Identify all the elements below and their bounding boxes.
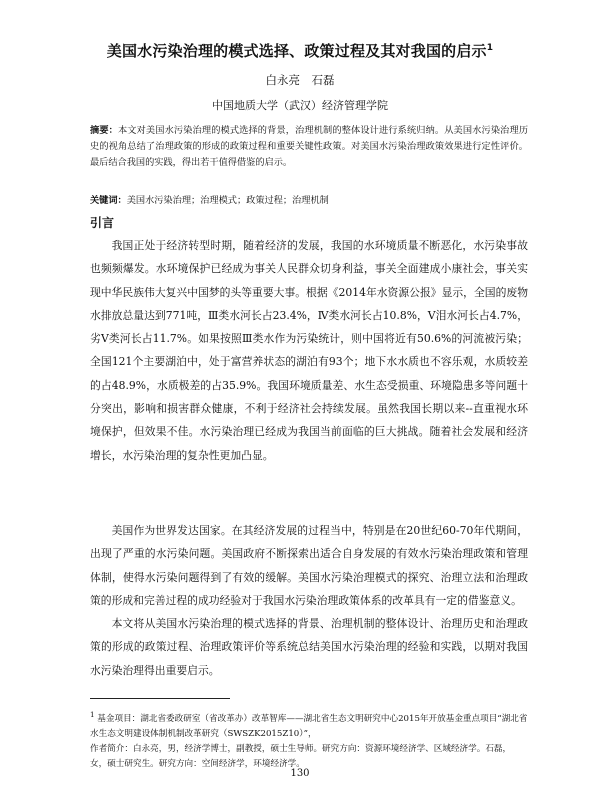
affiliation: 中国地质大学（武汉）经济管理学院 (212, 99, 388, 112)
footnote-funding (90, 707, 528, 742)
abstract (90, 123, 528, 172)
body-paragraph-2: 美国作为世界发达国家。在其经济发展的过程当中，特别是在20世纪60-70年代期间，出现了严重的水污染问题。美国政府不断探索出适合自身发展的有效水污染治理政策和管理体制，使得水污染问题得到了有效的缓解。美国水污染治理模式的探究、治理立法和治理政策的形成和完善过程的成功经验对于我国水污染治理政策体系的改革具有一定的借鉴意义。 (90, 524, 528, 607)
page-number: 130 (290, 768, 310, 779)
title-footnote-marker: 1 (486, 43, 494, 53)
footnote-divider (90, 698, 230, 699)
footnote (90, 707, 528, 772)
section-title: 引言 (90, 216, 115, 230)
footnote-bio: 作者简介：白永亮，男，经济学博士，副教授，硕士生导师。研究方向：资源环境经济学、区域经济学。石磊，女，硕士研究生。研究方向：空间经济学，环境经济学。 (90, 743, 512, 769)
footnote-funding-text: 基金项目：湖北省委政研室（省改革办）改革智库——湖北省生态文明研究中心2015年开放基金重点项目“湖北省水生态文明建设体制机制改革研究（SWSZK2015Z10）”， (90, 713, 528, 739)
authors: 白永亮 石磊 (265, 73, 335, 87)
body-paragraph-1: 我国正处于经济转型时期，随着经济的发展，我国的水环境质量不断恶化，水污染事故也频频爆发。水环境保护已经成为事关人民群众切身利益，事关全面建成小康社会，事关实现中华民族伟大复兴中国梦的头等重要大事。根据《2014年水资源公报》显示，全国的废物水排放总量达到771吨，Ⅲ类水河长占23.4%，Ⅳ类水河长占10.8%，Ⅴ泪水河长占4.7%，劣Ⅴ类河长占11.7%。如果按照Ⅲ类水作为污染统计，则中国将近有50.6%的河流被污染；全国121个主要湖泊中，处于富营养状态的湖泊有93个；地下水水质也不容乐观，水质较差的占48.9%，水质极差的占35.9%。我国环境质量差、水生态受损重、环境隐患多等问题十分突出，影响和损害群众健康，不利于经济社会持续发展。虽然我国长期以来--直重视水环境保护，但效果不佳。水污染治理已经成为我国当前面临的巨大挑战。随着社会发展和经济增长，水污染治理的复杂性更加凸显。 (90, 239, 528, 462)
keywords (90, 192, 530, 206)
abstract-label: 摘要： (90, 125, 118, 136)
body-paragraph-3: 本文将从美国水污染治理的模式选择的背景、治理机制的整体设计、治理历史和治理政策的形成的政策过程、治理政策评价等系统总结美国水污染治理的经验和实践，以期对我国水污染治理得出重要启示。 (90, 617, 528, 677)
title-text: 美国水污染治理的模式选择、政策过程及其对我国的启示 (106, 42, 487, 60)
keywords-text: 美国水污染治理；治理模式；政策过程；治理机制 (126, 195, 329, 206)
abstract-text: 本文对美国水污染治理的模式选择的背景，治理机制的整体设计进行系统归纳。从美国水污染治理历史的视角总结了治理政策的形成的政策过程和重要关键性政策。对美国水污染治理政策效果进行定性评价。最后结合我国的实践，得出若干值得借鉴的启示。 (90, 125, 529, 169)
paper-title (40, 40, 560, 61)
keywords-label: 关键词： (90, 195, 127, 206)
footnote-marker: 1 (90, 710, 95, 719)
